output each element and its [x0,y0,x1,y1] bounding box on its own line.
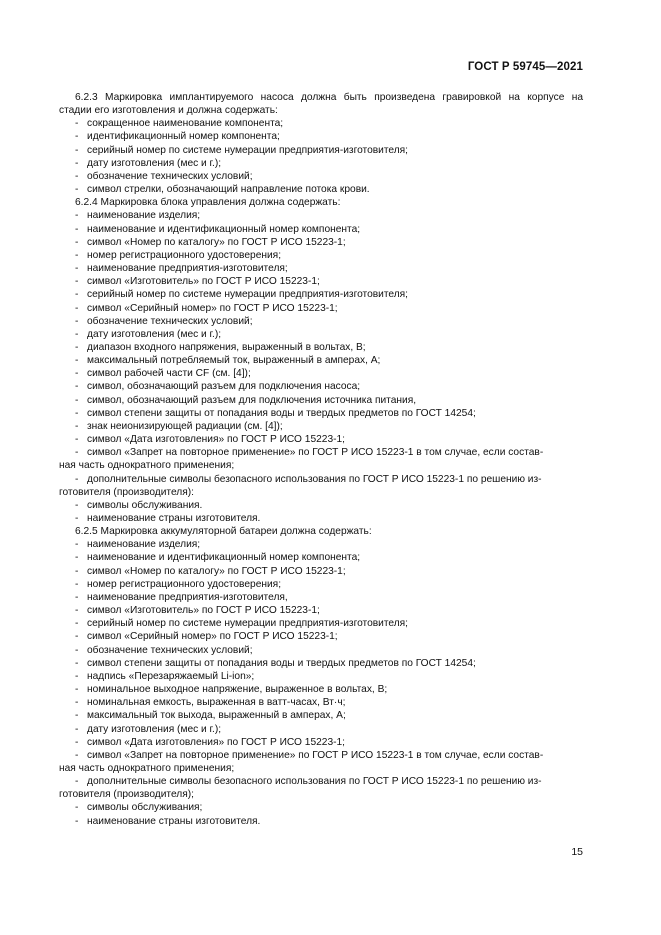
dash-marker: - [75,236,79,248]
list-item-text: символ «Номер по каталогу» по ГОСТ Р ИСО 15223-1; [87,565,346,577]
list-item-text: номер регистрационного удостоверения; [87,578,282,590]
dash-marker: - [75,368,79,380]
list-item [59,604,583,617]
list-item [59,801,583,814]
list-item [59,288,583,301]
list-item-continuation: готовителя (производителя): [59,486,194,498]
dash-marker: - [75,223,79,235]
list-item-text: серийный номер по системе нумерации предприятия-изготовителя; [87,618,409,630]
list-item-text: символы обслуживания; [87,802,203,814]
list-item-text: дату изготовления (мес и г.); [87,157,222,169]
dash-marker: - [75,381,79,393]
dash-marker: - [75,276,79,288]
list-item [59,249,583,262]
paragraph-6-2-3-intro: 6.2.3 Маркировка имплантируемого насоса должна быть произведена гравировкой на корпусе на [75,92,583,103]
list-item [59,736,583,749]
list-item-text: символы обслуживания. [87,499,203,511]
list-item [59,815,583,828]
dash-marker: - [75,644,79,656]
list-item-text: символ «Запрет на повторное применение» по ГОСТ Р ИСО 15223-1 в том случае, если состав- [87,447,544,459]
list-item [59,302,583,315]
list-item-text: дату изготовления (мес и г.); [87,328,222,340]
list-item-text: наименование страны изготовителя. [87,815,261,827]
paragraph-6-2-5-intro: 6.2.5 Маркировка аккумуляторной батареи должна содержать: [75,526,372,538]
dash-marker: - [75,157,79,169]
list-item [59,683,583,696]
list-item [59,367,583,380]
list-item-text: наименование и идентификационный номер компонента; [87,223,361,235]
list-item-text: наименование предприятия-изготовителя, [87,591,288,603]
list-item-text: максимальный ток выхода, выраженный в амперах, А; [87,710,346,722]
list-item [59,380,583,393]
dash-marker: - [75,815,79,827]
list-item-text: серийный номер по системе нумерации предприятия-изготовителя; [87,289,409,301]
list-item [59,657,583,670]
list-item-text: символ «Номер по каталогу» по ГОСТ Р ИСО 15223-1; [87,236,346,248]
list-item-text: дополнительные символы безопасного использования по ГОСТ Р ИСО 15223-1 по решению из- [87,776,542,788]
list-item [59,354,583,367]
dash-marker: - [75,184,79,196]
list-item [59,446,583,459]
dash-marker: - [75,605,79,617]
dash-marker: - [75,394,79,406]
list-item [59,473,583,486]
list-item-text: символ «Серийный номер» по ГОСТ Р ИСО 15223-1; [87,631,338,643]
list-item-text: символ «Изготовитель» по ГОСТ Р ИСО 15223-1; [87,605,320,617]
list-item-text: обозначение технических условий; [87,170,253,182]
dash-marker: - [75,513,79,524]
list-item-text: наименование страны изготовителя. [87,513,261,524]
list-item-text: обозначение технических условий; [87,644,253,656]
list-item [59,236,583,249]
list-item-text: номинальная емкость, выраженная в ватт-часах, Вт·ч; [87,697,346,709]
list-item-text: обозначение технических условий; [87,315,253,327]
dash-marker: - [75,447,79,459]
list-item-text: символ, обозначающий разъем для подключения насоса; [87,381,361,393]
list-item [59,749,583,762]
list-item-text: наименование предприятия-изготовителя; [87,263,288,275]
list-item [59,723,583,736]
list-item-text: символ, обозначающий разъем для подключения источника питания, [87,394,417,406]
dash-marker: - [75,591,79,603]
dash-marker: - [75,144,79,156]
list-item-text: серийный номер по системе нумерации предприятия-изготовителя; [87,144,409,156]
list-item-continuation: готовителя (производителя); [59,789,194,801]
list-6-2-4-tail [59,499,583,525]
list-item-text: символ стрелки, обозначающий направление потока крови. [87,184,370,196]
dash-marker: - [75,420,79,432]
dash-marker: - [75,315,79,327]
dash-marker: - [75,131,79,143]
list-item [59,696,583,709]
list-item [59,499,583,512]
list-item [59,170,583,183]
list-6-2-3 [59,117,583,196]
list-item [59,275,583,288]
list-item-text: символ степени защиты от попадания воды и твердых предметов по ГОСТ 14254; [87,407,476,419]
list-item [59,433,583,446]
list-item [59,578,583,591]
dash-marker: - [75,618,79,630]
dash-marker: - [75,170,79,182]
list-item [59,209,583,222]
list-item-text: символ степени защиты от попадания воды и твердых предметов по ГОСТ 14254; [87,657,476,669]
list-item [59,315,583,328]
dash-marker: - [75,723,79,735]
list-item [59,670,583,683]
list-item-text: дополнительные символы безопасного использования по ГОСТ Р ИСО 15223-1 по решению из- [87,473,542,485]
dash-marker: - [75,749,79,761]
dash-marker: - [75,736,79,748]
dash-marker: - [75,552,79,564]
dash-marker: - [75,776,79,788]
dash-marker: - [75,631,79,643]
page-number: 15 [571,846,583,858]
list-item [59,223,583,236]
list-item-text: диапазон входного напряжения, выраженный в вольтах, В; [87,341,366,353]
list-item [59,144,583,157]
dash-marker: - [75,802,79,814]
list-item-text: сокращенное наименование компонента; [87,118,284,130]
paragraph-6-2-4-intro: 6.2.4 Маркировка блока управления должна содержать: [75,197,341,209]
list-item [59,591,583,604]
list-item [59,630,583,643]
dash-marker: - [75,578,79,590]
list-item-text: символ «Дата изготовления» по ГОСТ Р ИСО 15223-1; [87,736,345,748]
list-item [59,644,583,657]
list-item-text: символ рабочей части CF (см. [4]); [87,368,251,380]
list-item-text: номинальное выходное напряжение, выраженное в вольтах, В; [87,684,388,696]
list-item [59,407,583,420]
list-6-2-5-tail [59,801,583,827]
dash-marker: - [75,263,79,275]
dash-marker: - [75,355,79,367]
list-item [59,775,583,788]
list-item [59,551,583,564]
dash-marker: - [75,302,79,314]
dash-marker: - [75,289,79,301]
dash-marker: - [75,710,79,722]
list-item-text: номер регистрационного удостоверения; [87,249,282,261]
list-item [59,157,583,170]
list-item [59,538,583,551]
document-body [59,91,583,828]
list-item-text: максимальный потребляемый ток, выраженный в амперах, А; [87,355,381,367]
dash-marker: - [75,249,79,261]
dash-marker: - [75,539,79,551]
dash-marker: - [75,657,79,669]
dash-marker: - [75,684,79,696]
list-item [59,262,583,275]
list-item-text: наименование изделия; [87,539,201,551]
dash-marker: - [75,434,79,446]
list-item [59,512,583,525]
dash-marker: - [75,118,79,130]
list-6-2-5 [59,538,583,749]
list-item-text: наименование и идентификационный номер компонента; [87,552,361,564]
list-item [59,565,583,578]
list-item-text: идентификационный номер компонента; [87,131,280,143]
standard-code-header: ГОСТ Р 59745—2021 [467,61,583,73]
list-item-text: знак неионизирующей радиации (см. [4]); [87,420,283,432]
list-item [59,341,583,354]
list-item [59,394,583,407]
dash-marker: - [75,407,79,419]
list-item [59,183,583,196]
dash-marker: - [75,328,79,340]
list-item-text: символ «Запрет на повторное применение» по ГОСТ Р ИСО 15223-1 в том случае, если состав- [87,749,544,761]
list-item [59,617,583,630]
list-item [59,709,583,722]
list-item [59,328,583,341]
list-item-text: символ «Дата изготовления» по ГОСТ Р ИСО 15223-1; [87,434,345,446]
paragraph-6-2-3-intro-cont: стадии его изготовления и должна содержать: [59,105,278,117]
list-item-continuation: ная часть однократного применения; [59,762,235,774]
list-item [59,420,583,433]
dash-marker: - [75,565,79,577]
dash-marker: - [75,670,79,682]
list-item-text: символ «Серийный номер» по ГОСТ Р ИСО 15223-1; [87,302,338,314]
list-item-text: надпись «Перезаряжаемый Li-ion»; [87,670,255,682]
dash-marker: - [75,341,79,353]
list-item-text: дату изготовления (мес и г.); [87,723,222,735]
list-item [59,130,583,143]
list-item-text: символ «Изготовитель» по ГОСТ Р ИСО 15223-1; [87,276,320,288]
list-item-continuation: ная часть однократного применения; [59,460,235,472]
dash-marker: - [75,499,79,511]
dash-marker: - [75,473,79,485]
dash-marker: - [75,210,79,222]
list-6-2-4 [59,209,583,446]
list-item [59,117,583,130]
dash-marker: - [75,697,79,709]
list-item-text: наименование изделия; [87,210,201,222]
